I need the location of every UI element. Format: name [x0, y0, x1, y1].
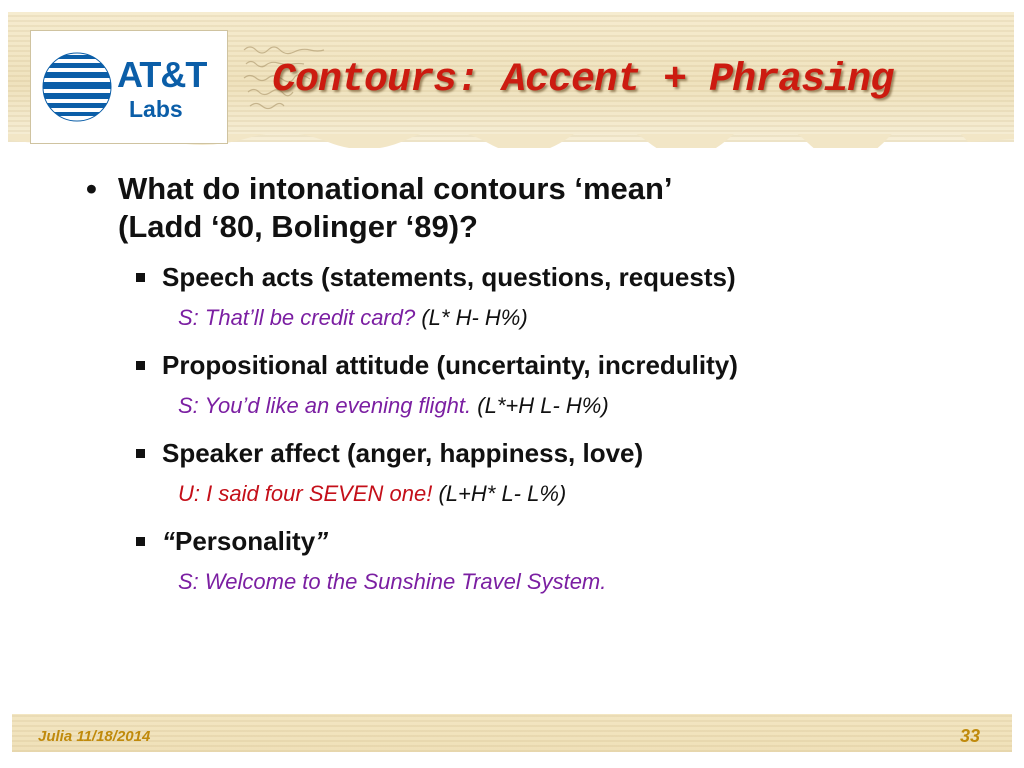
sub-bullet-personality: [132, 524, 986, 558]
sub-bullet-label: Speech acts (statements, questions, requests): [162, 262, 736, 292]
main-bullet: [86, 170, 986, 246]
main-bullet-text: [118, 170, 898, 246]
main-bullet-line-2: (Ladd ‘80, Bolinger ‘89)?: [118, 209, 478, 244]
footer-author-date: Julia 11/18/2014: [38, 728, 151, 745]
example-speech-acts: [178, 304, 986, 332]
header-band: [8, 12, 1014, 142]
personality-label: Personality: [175, 526, 316, 556]
example-contour: (L* H- H%): [421, 305, 528, 330]
sub-bullet-propositional-attitude: [132, 348, 986, 382]
sub-bullet-label: [162, 524, 328, 558]
slide-title: Contours: Accent + Phrasing: [272, 58, 894, 103]
square-bullet-icon: [132, 348, 162, 382]
example-utterance: S: Welcome to the Sunshine Travel System.: [178, 569, 607, 594]
logo-wordmark: AT&T: [117, 54, 207, 95]
square-bullet-icon: [132, 260, 162, 294]
sub-bullet-label: Speaker affect (anger, happiness, love): [162, 438, 644, 468]
slide-number: 33: [959, 726, 980, 746]
sub-bullet-speech-acts: [132, 260, 986, 294]
example-utterance: S: That’ll be credit card?: [178, 305, 416, 330]
example-utterance: S: You’d like an evening flight.: [178, 393, 472, 418]
footer-band: [12, 714, 1012, 752]
square-bullet-icon: [132, 436, 162, 470]
square-bullet-icon: [132, 524, 162, 558]
sub-bullet-label: Propositional attitude (uncertainty, incredulity): [162, 350, 738, 380]
sub-bullet-list: [132, 260, 986, 596]
sub-bullet-speaker-affect: [132, 436, 986, 470]
example-propositional-attitude: [178, 392, 986, 420]
slide-body: [86, 170, 986, 612]
close-quote: ”: [315, 526, 329, 556]
example-personality: [178, 568, 986, 596]
main-bullet-line-1: What do intonational contours ‘mean’: [118, 171, 673, 206]
example-contour: (L*+H L- H%): [477, 393, 609, 418]
open-quote: “: [162, 526, 175, 556]
example-contour: (L+H* L- L%): [438, 481, 567, 506]
logo-subtitle: Labs: [129, 96, 183, 122]
example-utterance: U: I said four SEVEN one!: [178, 481, 433, 506]
att-labs-logo: [30, 30, 228, 144]
example-speaker-affect: [178, 480, 986, 508]
bullet-dot-icon: •: [86, 171, 97, 206]
